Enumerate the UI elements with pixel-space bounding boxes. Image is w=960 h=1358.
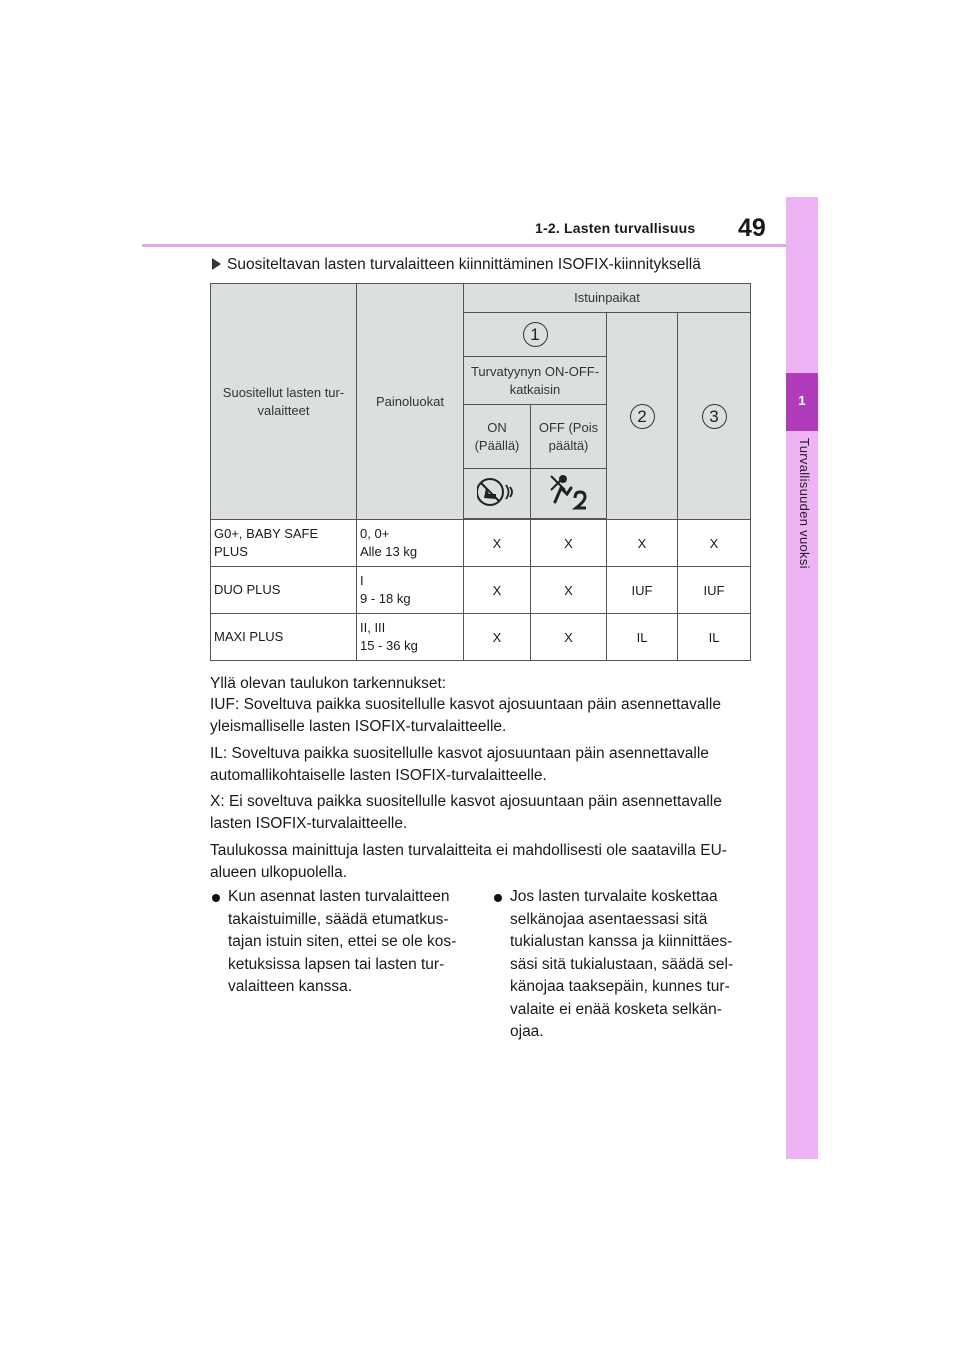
seat-2-cell	[607, 313, 678, 520]
table-row	[211, 520, 751, 567]
row-device: DUO PLUS	[211, 567, 357, 614]
section-title: 1-2. Lasten turvallisuus	[535, 220, 696, 236]
header-off: OFF (Pois päältä)	[531, 405, 607, 469]
row-on: X	[464, 614, 531, 661]
row-seat-3: IUF	[678, 567, 751, 614]
chapter-number: 1	[798, 393, 806, 408]
airbag-off-icon	[547, 472, 591, 512]
row-off: X	[531, 520, 607, 567]
row-seat-2: IL	[607, 614, 678, 661]
note-x: X: Ei soveltuva paikka suositellulle kasvot ajosuuntaan päin asennettavalle lasten ISOFIX-turvalaitteelle.	[210, 793, 722, 832]
table-row	[211, 567, 751, 614]
note-iuf: IUF: Soveltuva paikka suositellulle kasvot ajosuuntaan päin asennettavalle yleismalliselle lasten ISOFIX-turvalaitteelle.	[210, 696, 721, 735]
chapter-label: Turvallisuuden vuoksi	[797, 438, 812, 569]
row-device: G0+, BABY SAFE PLUS	[211, 520, 357, 567]
seat-3-cell	[678, 313, 751, 520]
bullet-left	[212, 886, 482, 999]
table-heading	[212, 256, 701, 274]
seat-3-badge: 3	[702, 404, 727, 429]
seat-1-cell	[464, 313, 607, 357]
airbag-on-icon	[477, 474, 517, 510]
table-row	[211, 614, 751, 661]
header-rule	[142, 244, 786, 247]
triangle-bullet-icon	[212, 258, 221, 270]
row-weight: 0, 0+ Alle 13 kg	[357, 520, 464, 567]
airbag-on-cell	[464, 469, 531, 519]
row-seat-2: X	[607, 520, 678, 567]
row-seat-2: IUF	[607, 567, 678, 614]
header-weight: Painoluokat	[357, 284, 464, 520]
page-number: 49	[738, 214, 766, 242]
note-eu: Taulukossa mainittuja lasten turvalaitteita ei mahdollisesti ole saatavilla EU- alueen ulkopuolella.	[210, 842, 727, 881]
header-switch: Turvatyynyn ON-OFF-katkaisin	[464, 357, 607, 405]
note-il: IL: Soveltuva paikka suositellulle kasvot ajosuuntaan päin asennettavalle automallikohtaiselle lasten ISOFIX-turvalaitteelle.	[210, 745, 709, 784]
row-on: X	[464, 567, 531, 614]
airbag-off-cell	[531, 469, 607, 519]
header-seats: Istuinpaikat	[464, 284, 751, 313]
bullet-left-text: Kun asennat lasten turvalaitteen takaistuimille, säädä etumatkus- tajan istuin siten, ettei se ole kos- ketuksissa lapsen tai lasten tur- valaitteen kanssa.	[228, 888, 457, 995]
row-device: MAXI PLUS	[211, 614, 357, 661]
heading-text: Suositeltavan lasten turvalaitteen kiinnittäminen ISOFIX-kiinnityksellä	[227, 256, 701, 273]
bullet-dot-icon	[494, 894, 502, 902]
bullet-right	[494, 886, 764, 1044]
row-weight: II, III 15 - 36 kg	[357, 614, 464, 661]
header-on: ON (Päällä)	[464, 405, 531, 469]
row-off: X	[531, 567, 607, 614]
notes-intro: Yllä olevan taulukon tarkennukset:	[210, 675, 447, 692]
row-weight: I 9 - 18 kg	[357, 567, 464, 614]
chapter-side-tab	[786, 197, 818, 1159]
seat-1-badge: 1	[523, 322, 548, 347]
seat-2-badge: 2	[630, 404, 655, 429]
row-seat-3: X	[678, 520, 751, 567]
bullet-dot-icon	[212, 894, 220, 902]
bullet-right-text: Jos lasten turvalaite koskettaa selkänojaa asentaessasi sitä tukialustan kanssa ja kiinnittäes- säsi sitä tukialustaan, säädä sel- känojaa taaksepäin, kunnes tur- valaite ei enää kosketa selkän- ojaa.	[510, 888, 734, 1040]
row-on: X	[464, 520, 531, 567]
isofix-table	[210, 283, 751, 661]
header-device: Suositellut lasten tur-valaitteet	[211, 284, 357, 520]
row-off: X	[531, 614, 607, 661]
row-seat-3: IL	[678, 614, 751, 661]
